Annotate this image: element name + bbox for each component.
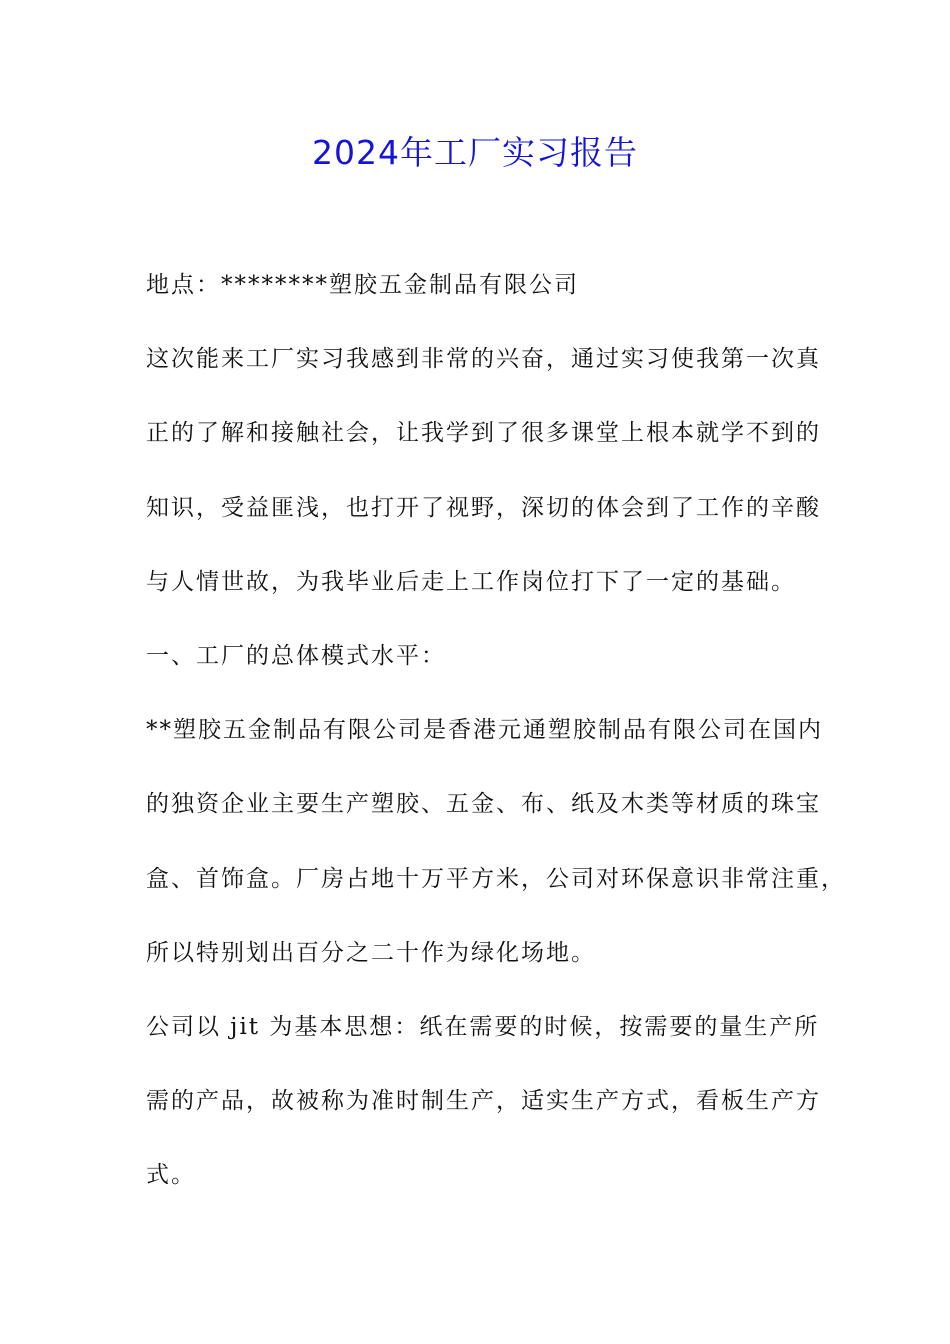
paragraph-line: 的独资企业主要生产塑胶、五金、布、纸及木类等材质的珠宝 — [146, 791, 821, 818]
paragraph-line: 知识，受益匪浅，也打开了视野，深切的体会到了工作的辛酸 — [146, 494, 821, 521]
paragraph-line: **塑胶五金制品有限公司是香港元通塑胶制品有限公司在国内 — [146, 717, 823, 744]
paragraph-line: 与人情世故，为我毕业后走上工作岗位打下了一定的基础。 — [146, 568, 796, 595]
paragraph-line: 式。 — [146, 1162, 196, 1189]
location-line: 地点：********塑胶五金制品有限公司 — [146, 272, 579, 298]
paragraph-line: 所以特别划出百分之二十作为绿化场地。 — [146, 939, 596, 966]
paragraph-line: 需的产品，故被称为准时制生产，适实生产方式，看板生产方 — [146, 1088, 821, 1115]
paragraph-line: 公司以 jit 为基本思想：纸在需要的时候，按需要的量生产所 — [146, 1013, 820, 1040]
document-title: 2024年工厂实习报告 — [312, 133, 638, 172]
document-body — [146, 262, 846, 1226]
paragraph-line: 这次能来工厂实习我感到非常的兴奋，通过实习使我第一次真 — [146, 346, 821, 373]
paragraph-line: 正的了解和接触社会，让我学到了很多课堂上根本就学不到的 — [146, 420, 821, 447]
paragraph-line: 盒、首饰盒。厂房占地十万平方米，公司对环保意识非常注重， — [146, 865, 846, 892]
section-heading: 一、工厂的总体模式水平： — [146, 642, 446, 669]
